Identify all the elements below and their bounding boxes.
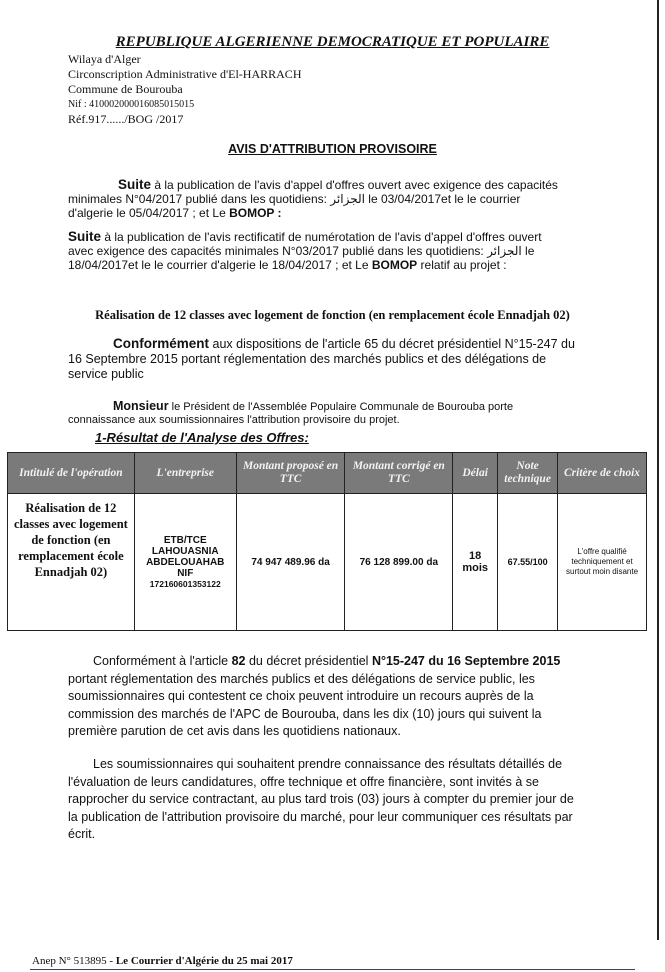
- header-montant-corrige: Montant corrigé en TTC: [345, 453, 453, 494]
- projet-title: Réalisation de 12 classes avec logement de fonction (en remplacement école Ennadjah 02): [95, 308, 570, 322]
- para5-article: 82: [231, 654, 246, 668]
- wilaya-line: Wilaya d'Alger: [68, 52, 141, 66]
- para1-lead: Suite: [118, 177, 152, 192]
- page-edge-bar: [657, 0, 659, 940]
- reference-line: Réf.917....../BOG /2017: [68, 112, 184, 126]
- entreprise-name: ETB/TCE LAHOUASNIA ABDELOUAHAB: [146, 535, 225, 568]
- cell-operation: Réalisation de 12 classes avec logement de fonction (en remplacement école Ennadjah 02): [8, 494, 135, 631]
- header-note: Note technique: [498, 453, 558, 494]
- table-header-row: [8, 453, 647, 494]
- paragraph-resultats-detailles: Les soumissionnaires qui souhaitent prendre connaissance des résultats détaillés de l'évaluation de leurs candidatures, offre technique et offre financière, sont invités à se rapprocher du service contractant, au plus tard trois (03) jours à compter du premier jour de la publication de l'attribution provisoire du marché, pour leur communiquer ces résultats par écrit.: [68, 757, 574, 841]
- para5-part1: Conformément à l'article: [93, 654, 232, 668]
- footer-anep: Anep N° 513895 -: [32, 955, 116, 967]
- para2-bomop: BOMOP: [371, 258, 418, 272]
- paragraph-recours: [68, 653, 578, 741]
- para2-end: relatif au projet :: [417, 258, 507, 272]
- entreprise-nif-value: 172160601353122: [149, 579, 221, 589]
- nif-line: Nif : 410002000016085015015: [68, 99, 195, 110]
- paragraph-monsieur: [68, 400, 543, 427]
- entreprise-nif-label: NIF: [177, 568, 194, 579]
- para3-lead: Conformément: [113, 336, 210, 351]
- para5-part3: portant réglementation des marchés publics et des délégations de service public, les soumissionnaires qui contestent ce choix peuvent introduire un recours auprès de la commission des marchés de l'APC de Bourouba, dans les dix (10) jours qui suivent la première parution de cet avis dans les quotidiens nationaux.: [68, 671, 542, 738]
- table-row: [8, 494, 647, 631]
- header-critere: Critère de choix: [558, 453, 647, 494]
- para5-decret: N°15-247 du 16 Septembre 2015: [371, 654, 561, 668]
- paragraph-rectificatif: [68, 230, 568, 272]
- section-resultat-title: 1-Résultat de l'Analyse des Offres:: [95, 430, 309, 445]
- cell-entreprise: [134, 494, 236, 631]
- para2-text: à la publication de l'avis rectificatif de numérotation de l'avis d'appel d'offres ouvert avec exigence des capacités minimales N°03/2017 publié dans les quotidiens: الجزائر le 18/04/2017et le le courrier d'algerie le 18/04/2017 ; et Le: [68, 230, 542, 272]
- circonscription-line: Circonscription Administrative d'El-HARRACH: [68, 67, 302, 81]
- cell-critere: L'offre qualifié techniquement et surtout moin disante: [558, 494, 647, 631]
- commune-line: Commune de Bourouba: [68, 82, 183, 96]
- footer-divider: [30, 969, 635, 970]
- para5-part2: du décret présidentiel: [245, 654, 372, 668]
- header-operation: Intitulé de l'opération: [8, 453, 135, 494]
- cell-delai: 18 mois: [453, 494, 498, 631]
- results-table: [7, 452, 647, 631]
- header-entreprise: L'entreprise: [134, 453, 236, 494]
- para2-lead: Suite: [68, 229, 102, 244]
- para3-text: aux dispositions de l'article 65 du décret présidentiel N°15-247 du 16 Septembre 2015 portant réglementation des marchés publics et des délégations de service public: [68, 337, 575, 381]
- paragraph-conformement: [68, 336, 578, 382]
- footer-journal: Le Courrier d'Algérie du 25 mai 2017: [115, 955, 293, 967]
- header-delai: Délai: [453, 453, 498, 494]
- header-montant-propose: Montant proposé en TTC: [236, 453, 345, 494]
- cell-montant-corrige: 76 128 899.00 da: [345, 494, 453, 631]
- avis-title: AVIS D'ATTRIBUTION PROVISOIRE: [228, 142, 437, 156]
- para4-lead: Monsieur: [113, 399, 169, 413]
- cell-note: 67.55/100: [498, 494, 558, 631]
- cell-montant-propose: 74 947 489.96 da: [236, 494, 345, 631]
- para1-end: :: [274, 206, 282, 220]
- para1-bomop: BOMOP: [229, 206, 275, 220]
- footer-publication: [32, 955, 293, 967]
- republic-title: REPUBLIQUE ALGERIENNE DEMOCRATIQUE ET POPULAIRE: [115, 34, 550, 50]
- paragraph-appel-offres: [68, 178, 568, 220]
- para4-text: le Président de l'Assemblée Populaire Communale de Bourouba porte connaissance aux soumissionnaires l'attribution provisoire du projet.: [68, 401, 514, 426]
- para1-text: à la publication de l'avis d'appel d'offres ouvert avec exigence des capacités minimales N°04/2017 publié dans les quotidiens: الجزائر le 03/04/2017et le le courrier d'algerie le 05/04/2017 ; et Le: [68, 178, 558, 220]
